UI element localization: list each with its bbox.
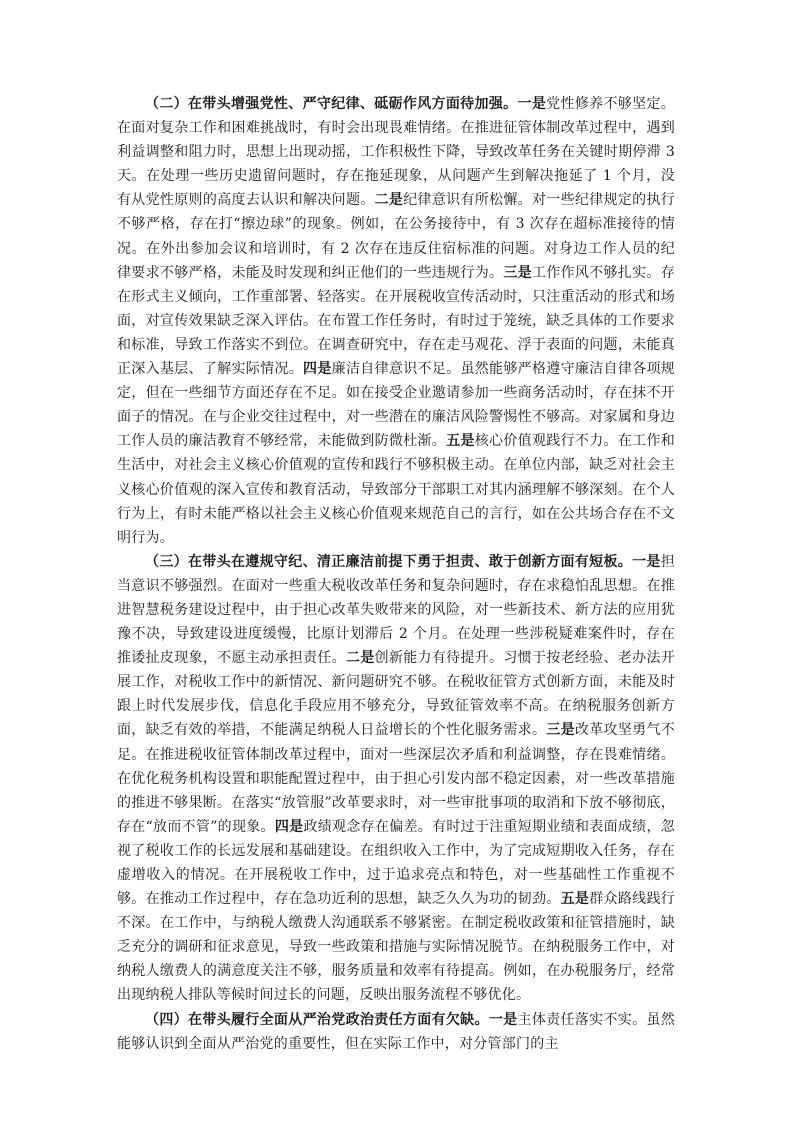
section-heading: （三）在带头在遵规守纪、清正廉洁前提下勇于担责、敢于创新方面有短板。 <box>145 553 633 570</box>
item-text: 工作作风不够扎实。存在形式主义倾向，工作重部署、轻落实。在开展税收宣传活动时，只注重活动的形式和场面，对宣传效果缺乏深入评估。在布置工作任务时，有时过于笼统，缺乏具体的工作要求和标准，导致工作落实不到位。在调查研究中，存在走马观花、浮于表面的问题，未能真正深入基层、了解实际情况。 <box>117 264 676 378</box>
item-text: 纪律意识有所松懈。对一些纪律规定的执行不够严格，存在打“擦边球”的现象。例如，在公务接待中，有 3 次存在超标准接待的情况。在外出参加会议和培训时，有 2 次存在违反住宿标准的问题。对身边工作人员的纪律要求不够严格，未能及时发现和纠正他们的一些违规行为。 <box>117 192 676 281</box>
section-two-paragraph <box>117 92 675 550</box>
ordinal-marker: 三是 <box>546 722 575 739</box>
ordinal-marker: 一是 <box>488 1011 518 1028</box>
item-text: 廉洁自律意识不足。虽然能够严格遵守廉洁自律各项规定，但在一些细节方面还存在不足。如在接受企业邀请参加一些商务活动时，存在抹不开面子的情况。在与企业交往过程中，对一些潜在的廉洁风险警惕性不够高。对家属和身边工作人员的廉洁教育不够经常，未能做到防微杜渐。 <box>117 361 676 450</box>
ordinal-marker: 四是 <box>274 818 304 835</box>
section-three-paragraph <box>117 550 675 1008</box>
section-four-paragraph <box>117 1008 675 1056</box>
item-text: 核心价值观践行不力。在工作和生活中，对社会主义核心价值观的宣传和践行不够积极主动。在单位内部，缺乏对社会主义核心价值观的深入宣传和教育活动，导致部分干部职工对其内涵理解不够深刻。在个人行为上，有时未能严格以社会主义核心价值观来规范自己的言行，如在公共场合存在不文明行为。 <box>117 433 676 546</box>
item-text: 改革攻坚勇气不足。在推进税收征管体制改革过程中，面对一些深层次矛盾和利益调整，存在畏难情绪。在优化税务机构设置和职能配置过程中，由于担心引发内部不稳定因素，对一些改革措施的推进不够果断。在落实“放管服”改革要求时，对一些审批事项的取消和下放不够彻底，存在“放而不管”的现象。 <box>117 722 676 835</box>
section-heading: （四）在带头履行全面从严治党政治责任方面有欠缺。 <box>145 1011 489 1028</box>
item-text: 主体责任落实不实。虽然能够认识到全面从严治党的重要性，但在实际工作中，对分管部门的主 <box>117 1011 676 1052</box>
document-page <box>117 92 675 1056</box>
item-text: 创新能力有待提升。习惯于按老经验、老办法开展工作，对税收工作中的新情况、新问题研究不够。在税收征管方式创新方面，未能及时跟上时代发展步伐，信息化手段应用不够充分，导致征管效率不高。在纳税服务创新方面，缺乏有效的举措，不能满足纳税人日益增长的个性化服务需求。 <box>117 650 676 739</box>
ordinal-marker: 一是 <box>632 553 661 570</box>
ordinal-marker: 三是 <box>503 264 532 281</box>
ordinal-marker: 五是 <box>560 891 590 908</box>
item-text: 政绩观念存在偏差。有时过于注重短期业绩和表面成绩，忽视了税收工作的长远发展和基础建设。在组织收入工作中，为了完成短期收入任务，存在虚增收入的情况。在开展税收工作中，过于追求亮点和特色，对一些基础性工作重视不够。在推动工作过程中，存在急功近利的思想，缺乏久久为功的韧劲。 <box>117 818 676 908</box>
section-heading: （二）在带头增强党性、严守纪律、砥砺作风方面待加强。 <box>145 96 518 112</box>
ordinal-marker: 四是 <box>303 361 332 378</box>
item-text: 群众路线践行不深。在工作中，与纳税人缴费人沟通联系不够紧密。在制定税收政策和征管措施时，缺乏充分的调研和征求意见，导致一些政策和措施与实际情况脱节。在纳税服务工作中，对纳税人缴费人的满意度关注不够，服务质量和效率有待提高。例如，在办税服务厅，经常出现纳税人排队等候时间过长的问题，反映出服务流程不够优化。 <box>117 891 676 1004</box>
ordinal-marker: 二是 <box>345 650 375 667</box>
ordinal-marker: 二是 <box>374 192 404 209</box>
ordinal-marker: 五是 <box>446 433 475 450</box>
item-text: 党性修养不够坚定。在面对复杂工作和困难挑战时，有时会出现畏难情绪。在推进征管体制改革过程中，遇到利益调整和阻力时，思想上出现动摇，工作积极性下降，导致改革任务在关键时期停滞 3 天。在处理一些历史遗留问题时，存在拖延现象，从问题产生到解决拖延了 1 个月，没有从党性原则的高度去认识和解决问题。 <box>117 96 676 209</box>
ordinal-marker: 一是 <box>517 96 547 112</box>
item-text: 担当意识不够强烈。在面对一些重大税收改革任务和复杂问题时，存在求稳怕乱思想。在推进智慧税务建设过程中，由于担心改革失败带来的风险，对一些新技术、新方法的应用犹豫不决，导致建设进度缓慢，比原计划滞后 2 个月。在处理一些涉税疑难案件时，存在推诿扯皮现象，不愿主动承担责任。 <box>117 553 676 667</box>
